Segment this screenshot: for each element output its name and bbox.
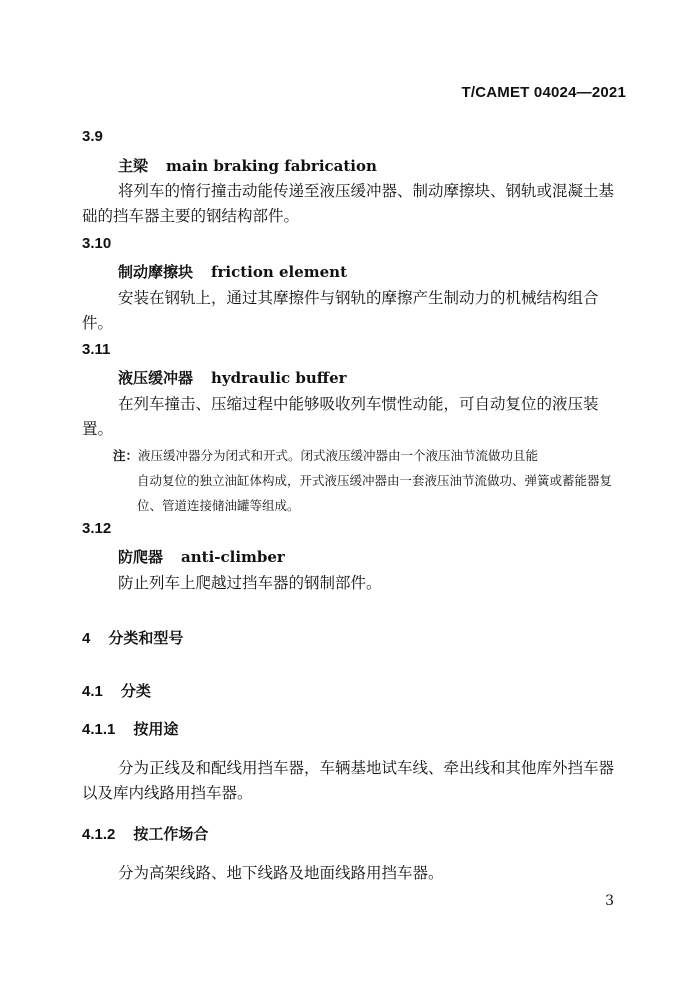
section-number: 4.1.2 xyxy=(82,826,116,843)
section-text: 分为高架线路、地下线路及地面线路用挡车器。 xyxy=(118,864,444,882)
section-number: 4.1.1 xyxy=(82,721,116,738)
standard-number: T/CAMET 04024—2021 xyxy=(461,84,626,101)
section-number: 4 xyxy=(82,630,91,647)
term-zh: 主梁 xyxy=(118,157,149,175)
term-zh: 制动摩擦块 xyxy=(118,263,194,281)
term-heading xyxy=(118,261,347,282)
note-continuation: 自动复位的独立油缸体构成，开式液压缓冲器由一套液压油节流做功、弹簧或蓄能器复位、管道连接储油罐等组成。 xyxy=(137,473,613,513)
section-heading xyxy=(82,823,208,844)
term-definition: 防止列车上爬越过挡车器的钢制部件。 xyxy=(118,574,382,592)
section-text: 分为正线及和配线用挡车器，车辆基地试车线、牵出线和其他库外挡车器以及库内线路用挡车器。 xyxy=(82,759,615,802)
term-en: main braking fabrication xyxy=(166,157,377,175)
clause-number: 3.11 xyxy=(82,341,111,358)
term-en: friction element xyxy=(211,263,347,281)
section-number: 4.1 xyxy=(82,683,103,700)
term-definition: 安装在钢轨上，通过其摩擦件与钢轨的摩擦产生制动力的机械结构组合件。 xyxy=(82,289,599,332)
term-en: hydraulic buffer xyxy=(211,369,347,387)
section-heading xyxy=(82,718,178,739)
section-heading xyxy=(82,627,183,648)
clause-number: 3.9 xyxy=(82,128,103,145)
section-title: 分类 xyxy=(120,683,151,700)
page-number: 3 xyxy=(605,893,614,909)
section-title: 按工作场合 xyxy=(133,826,209,843)
term-en: anti-climber xyxy=(181,548,285,566)
term-definition: 将列车的惰行撞击动能传递至液压缓冲器、制动摩擦块、钢轨或混凝土基础的挡车器主要的钢结构部件。 xyxy=(82,182,615,225)
term-zh: 液压缓冲器 xyxy=(118,369,194,387)
term-zh: 防爬器 xyxy=(118,548,164,566)
section-title: 按用途 xyxy=(133,721,179,738)
term-definition: 在列车撞击、压缩过程中能够吸收列车惯性动能，可自动复位的液压装置。 xyxy=(82,395,599,438)
note-first-line: 液压缓冲器分为闭式和开式。闭式液压缓冲器由一个液压油节流做功且能 xyxy=(138,448,539,463)
section-title: 分类和型号 xyxy=(108,630,184,647)
clause-number: 3.10 xyxy=(82,235,112,252)
clause-number: 3.12 xyxy=(82,520,112,537)
note xyxy=(113,443,629,518)
note-label: 注： xyxy=(113,448,139,463)
term-heading xyxy=(118,367,347,388)
section-heading xyxy=(82,680,151,701)
term-heading xyxy=(118,546,285,567)
term-heading xyxy=(118,155,377,176)
